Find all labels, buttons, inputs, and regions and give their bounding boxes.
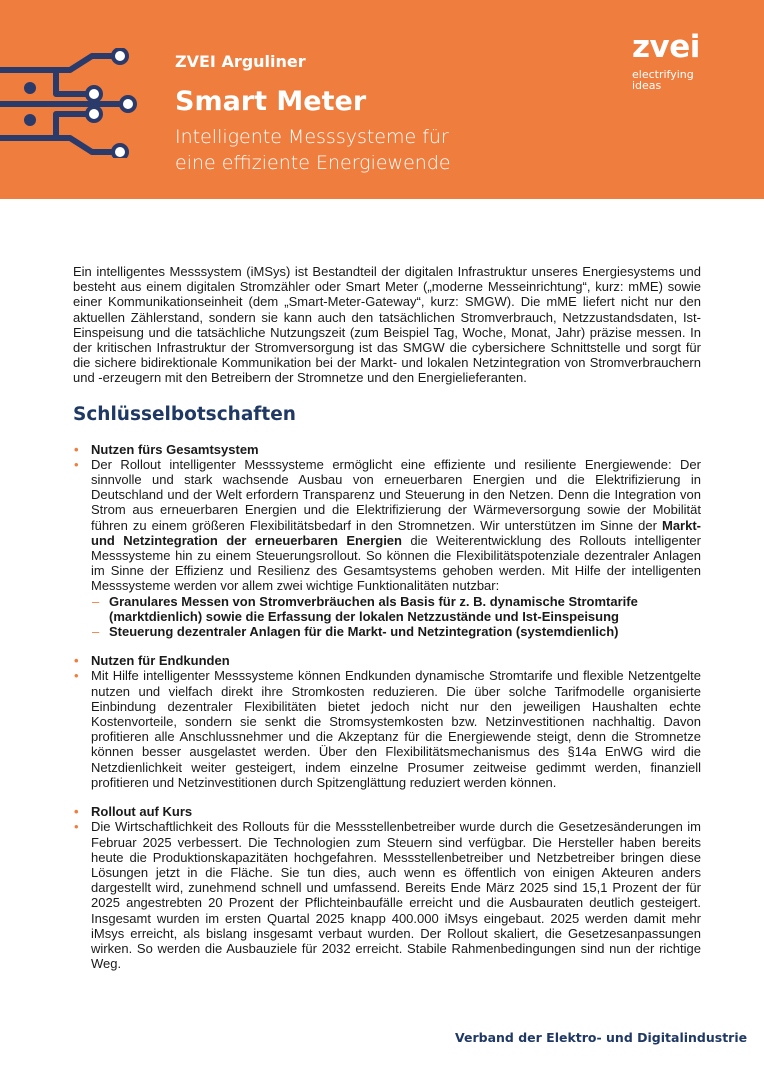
dash-icon: – — [92, 624, 100, 640]
paragraph-text: Mit Hilfe intelligenter Messsysteme können Endkunden dynamische Stromtarife und flexible Netzentgelte nutzen und vielfach direkt ihre Stromkosten reduzieren. Die über solche Tarifmodelle organisierte Einbindung dezentraler Flexibilitäten bietet jedoch nicht nur den jeweiligen Haushalten echte Kostenvorteile, sondern sie senkt die Stromsystemkosten bzw. Netzinvestitionen nachhaltig. Davon profitieren alle Anschlussnehmer und die Akzeptanz für die Energiewende steigt, denn die Stromnetze können besser ausgelastet werden. Über den Flexibilitätsmechanismus des §14a EnWG wird die Netzdienlichkeit weiter gesteigert, indem einzelne Prosumer zeitweise gedimmt werden, finanziell profitieren und Netzinvestitionen durch Spitzenglättung reduziert werden können. — [91, 668, 701, 790]
sub-bullet-measuring — [73, 594, 701, 624]
bullet-icon: • — [74, 668, 79, 684]
spacer — [73, 790, 701, 804]
logo-tagline-line-1: electrifying — [632, 68, 694, 81]
bullet-paragraph-gesamtsystem — [73, 457, 701, 594]
sub-bullet-control — [73, 624, 701, 639]
bullet-paragraph-rollout — [73, 819, 701, 971]
paragraph-text: Die Wirtschaftlichkeit des Rollouts für die Messstellenbetreiber wurde durch die Gesetzesänderungen im Februar 2025 verbessert. Die Technologien zum Steuern sind verfügbar. Die Hersteller haben bereits heute die Produktionskapazitäten hochgefahren. Messstellenbetreiber und Netzbetreiber bringen diese Lösungen jetzt in die Fläche. Sie tun dies, auch wenn es öffentlich von einigen Akteuren anders dargestellt wird, zunehmend schnell und umfassend. Bereits Ende März 2025 sind 15,1 Prozent der für 2025 angestrebten 20 Prozent der Pflichteinbaufälle erreicht und die Ausbauraten deutlich gesteigert. Insgesamt wurden im ersten Quartal 2025 knapp 400.000 iMsys eingebaut. 2025 werden damit mehr iMsys erreicht, als bislang insgesamt verbaut wurden. Der Rollout skaliert, die Gesetzesanpassungen wirken. So werden die Ausbauziele für 2032 erreicht. Stabile Rahmenbedingungen sind nun der richtige Weg. — [91, 819, 701, 972]
bullet-heading-text: Nutzen für Endkunden — [91, 653, 230, 669]
sub-bullet-text: Granulares Messen von Stromverbräuchen als Basis für z. B. dynamische Stromtarife (marktdienlich) sowie die Erfassung der lokalen Netzzustände und Ist-Einspeisung — [109, 593, 638, 624]
zvei-logo[interactable] — [632, 29, 700, 92]
dash-icon: – — [92, 593, 100, 609]
paragraph-text: die Weiterentwicklung des Rollouts intelligenter Messsysteme hin zu einem Steuerungsrollout. So können die Flexibilitätspotenziale dezentraler Anlagen im Sinne der Effizienz und Resilienz des Gesamtsystems gehoben werden. Mit Hilfe der intelligenten Messsysteme werden vor allem zwei wichtige Funktionalitäten nutzbar: — [91, 532, 701, 594]
header-banner — [0, 0, 764, 199]
bullet-paragraph-endkunden — [73, 668, 701, 790]
logo-tagline — [632, 69, 700, 91]
bullet-heading-text: Rollout auf Kurs — [91, 804, 193, 820]
page-subtitle — [175, 124, 451, 176]
document-body — [73, 264, 701, 971]
bullet-icon: • — [74, 456, 79, 472]
bullet-heading-gesamtsystem — [73, 442, 701, 457]
footer-organization: Verband der Elektro- und Digitalindustrie — [455, 1030, 748, 1045]
logo-wordmark: zvei — [632, 29, 700, 65]
spacer — [73, 639, 701, 653]
paragraph-bold-text: Markt- und Netzintegration der erneuerbaren Energien — [91, 517, 701, 548]
logo-tagline-line-2: ideas — [632, 79, 662, 92]
intro-paragraph: Ein intelligentes Messsystem (iMSys) ist Bestandteil der digitalen Infrastruktur unseres Energiesystems und besteht aus einem digitalen Stromzähler oder Smart Meter („moderne Messeinrichtung“, kurz: mME) sowie einer Kommunikationseinheit (dem „Smart-Meter-Gateway“, kurz: SMGW). Die mME liefert nicht nur den aktuellen Zählerstand, sondern sie kann auch den tatsächlichen Stromverbrauch, Netzzustandsdaten, Ist-Einspeisung und die tatsächliche Nutzungszeit (zum Beispiel Tag, Woche, Monat, Jahr) präzise messen. In der kritischen Infrastruktur der Stromversorgung ist das SMGW die cybersichere Schnittstelle und sorgt für die sichere bidirektionale Kommunikation bei der Markt- und lokalen Netzintegration von Stromverbrauchern und -erzeugern mit den Betreibern der Stromnetze und den Energielieferanten. — [73, 264, 701, 386]
bullet-heading-endkunden — [73, 653, 701, 668]
sub-bullet-text: Steuerung dezentraler Anlagen für die Markt- und Netzintegration (systemdienlich) — [109, 624, 619, 640]
bullet-icon: • — [74, 819, 79, 835]
bullet-icon: • — [74, 653, 79, 669]
subtitle-line-1: Intelligente Messsysteme für — [175, 126, 449, 148]
circuit-icon — [0, 48, 150, 158]
bullet-icon: • — [74, 441, 79, 457]
page-title: Smart Meter — [175, 86, 367, 117]
subtitle-line-2: eine effiziente Energiewende — [175, 152, 451, 174]
bullet-heading-text: Nutzen fürs Gesamtsystem — [91, 441, 259, 457]
paragraph-text: Der Rollout intelligenter Messsysteme ermöglicht eine effiziente und resiliente Energiewende: Der sinnvolle und stark wachsende Ausbau von erneuerbaren Energien und die Elektrifizierung in Deutschland und der Welt erfordern Transparenz und Steuerung in den Netzen. Denn die Integration von Strom aus erneuerbaren Energien und die Elektrifizierung der Wärmeversorgung sowie der Mobilität führen zu einem größeren Flexibilitätsbedarf in den Stromnetzen. Wir unterstützen im Sinne der — [91, 456, 701, 533]
section-heading: Schlüsselbotschaften — [73, 403, 296, 425]
brand-overline: ZVEI Arguliner — [175, 52, 306, 71]
bullet-icon: • — [74, 804, 79, 820]
bullet-heading-rollout — [73, 804, 701, 819]
